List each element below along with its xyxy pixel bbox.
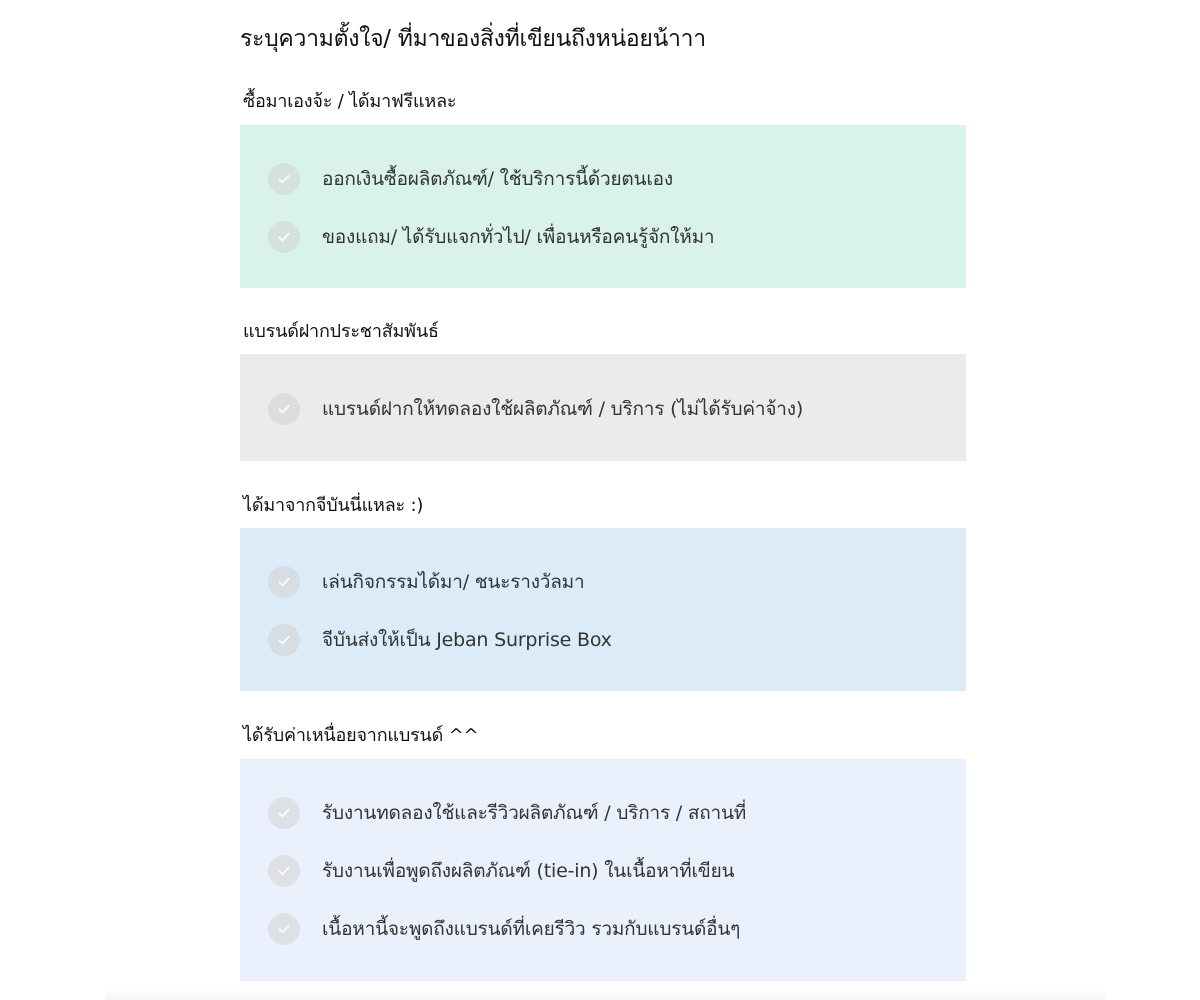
option-label[interactable]: แบรนด์ฝากให้ทดลองใช้ผลิตภัณฑ์ / บริการ (ไม่ได้รับค่าจ้าง)	[322, 398, 804, 420]
check-icon[interactable]	[268, 566, 300, 598]
option-paid-tie-in[interactable]	[268, 854, 734, 888]
check-icon[interactable]	[268, 797, 300, 829]
option-activity-prize[interactable]	[268, 565, 584, 599]
option-label[interactable]: เล่นกิจกรรมได้มา/ ชนะรางวัลมา	[322, 571, 585, 593]
option-surprise-box[interactable]	[268, 623, 612, 657]
check-icon[interactable]	[268, 913, 300, 945]
page-title: ระบุความตั้งใจ/ ที่มาของสิ่งที่เขียนถึงหน่อยน้าาา	[240, 26, 706, 52]
option-paid-review[interactable]	[268, 796, 746, 830]
check-icon[interactable]	[268, 393, 300, 425]
group-title-jeban: ได้มาจากจีบันนี่แหละ :)	[243, 495, 424, 516]
group-title-brand-pr: แบรนด์ฝากประชาสัมพันธ์	[243, 321, 439, 342]
group-panel-paid	[240, 759, 966, 981]
option-label[interactable]: ออกเงินซื้อผลิตภัณฑ์/ ใช้บริการนี้ด้วยตนเอง	[322, 168, 673, 190]
group-panel-jeban	[240, 528, 966, 691]
check-icon[interactable]	[268, 163, 300, 195]
option-bought-self[interactable]	[268, 162, 673, 196]
option-label[interactable]: เนื้อหานี้จะพูดถึงแบรนด์ที่เคยรีวิว รวมกับแบรนด์อื่นๆ	[322, 918, 741, 940]
group-title-paid: ได้รับค่าเหนื่อยจากแบรนด์ ^^	[243, 725, 479, 746]
option-label[interactable]: ของแถม/ ได้รับแจกทั่วไป/ เพื่อนหรือคนรู้จักให้มา	[322, 226, 715, 248]
bottom-shadow	[105, 988, 1105, 1000]
option-brand-trial-unpaid[interactable]	[268, 392, 803, 426]
option-label[interactable]: รับงานทดลองใช้และรีวิวผลิตภัณฑ์ / บริการ / สถานที่	[322, 802, 747, 824]
option-label[interactable]: รับงานเพื่อพูดถึงผลิตภัณฑ์ (tie-in) ในเนื้อหาที่เขียน	[322, 860, 735, 882]
check-icon[interactable]	[268, 624, 300, 656]
group-title-bought: ซื้อมาเองจ้ะ / ได้มาฟรีแหละ	[243, 91, 457, 112]
check-icon[interactable]	[268, 855, 300, 887]
group-panel-bought	[240, 125, 966, 288]
option-free-gift[interactable]	[268, 220, 714, 254]
option-label[interactable]: จีบันส่งให้เป็น Jeban Surprise Box	[322, 629, 612, 651]
group-panel-brand-pr	[240, 354, 966, 461]
check-icon[interactable]	[268, 221, 300, 253]
option-mixed-brands[interactable]	[268, 912, 740, 946]
